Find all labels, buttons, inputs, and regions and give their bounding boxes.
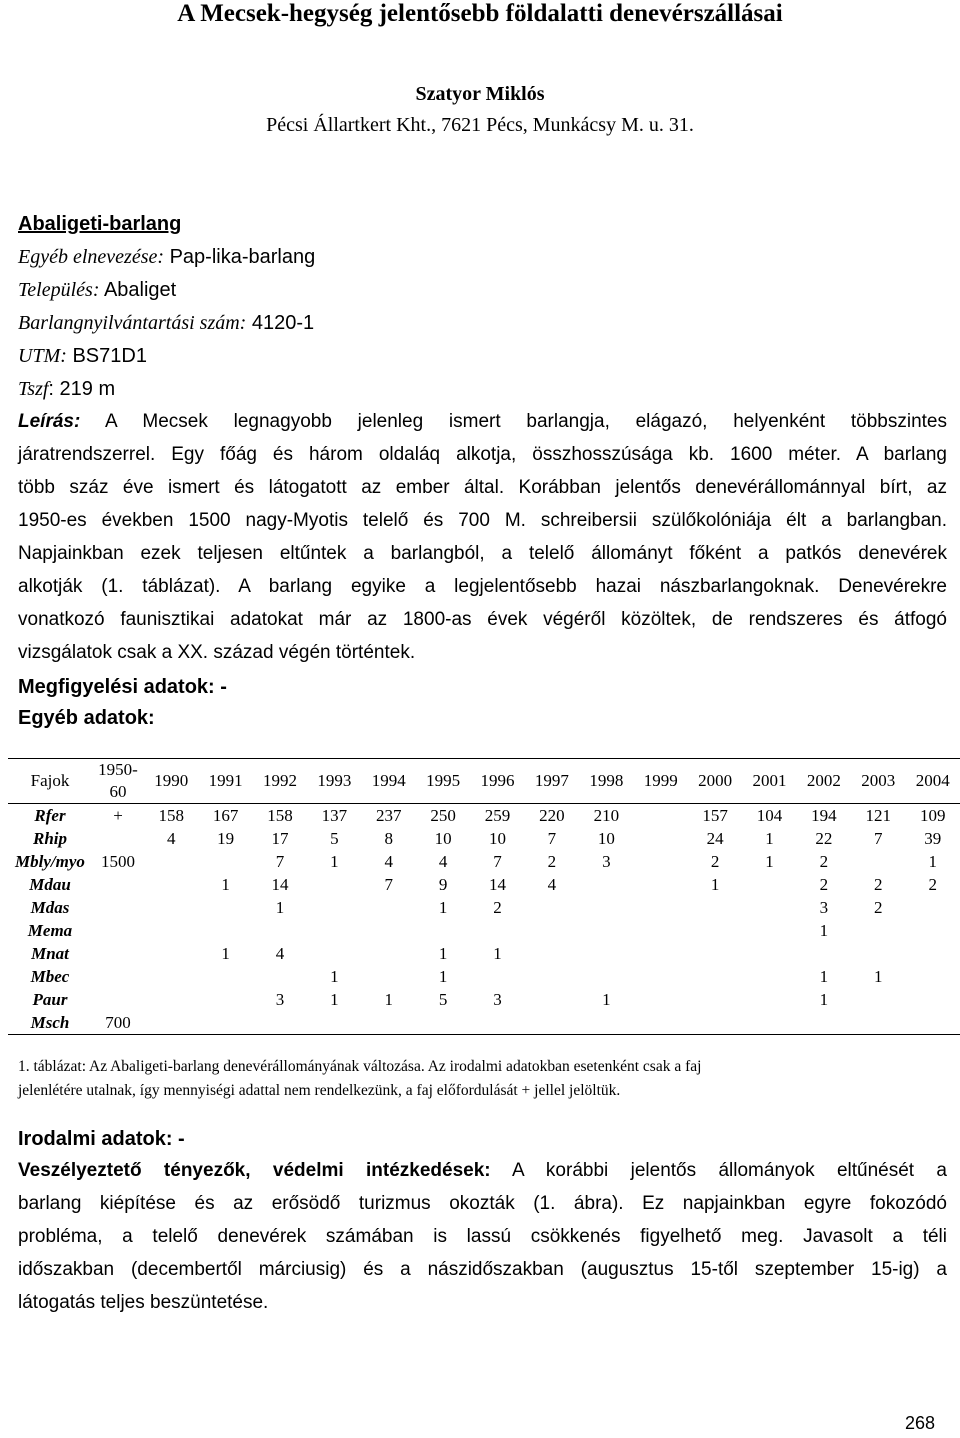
count-cell: 109 [919, 806, 946, 825]
count-cell: 14 [489, 875, 507, 894]
count-cell [362, 896, 416, 919]
year-column-header: 1950- 60 [98, 760, 138, 801]
count-cell [634, 896, 688, 919]
count-cell: 1 [384, 990, 393, 1009]
count-cell [307, 942, 361, 965]
count-cell: 5 [438, 990, 448, 1009]
count-cell: 4 [438, 852, 448, 871]
count-cell [851, 1011, 905, 1035]
count-cell [307, 919, 361, 942]
count-cell: 1 [710, 875, 720, 894]
year-column-header: 1996 [480, 771, 515, 790]
count-cell [905, 988, 960, 1011]
count-cell: 3 [493, 990, 502, 1009]
count-cell: 2 [710, 852, 720, 871]
count-cell: 2 [874, 898, 883, 917]
other-name-value: Pap-lika-barlang [164, 246, 316, 268]
count-cell [144, 988, 198, 1011]
count-cell: 121 [865, 806, 892, 825]
count-cell [688, 1011, 742, 1035]
table-row [8, 988, 960, 1011]
count-cell: 210 [593, 806, 620, 825]
count-cell: 3 [602, 852, 611, 871]
description-line: járatrendszerrel. Egy főág és három oldaláq alkotja, összhosszúsága kb. 1600 méter. A barlang [18, 444, 947, 465]
count-cell: 194 [811, 806, 837, 825]
count-cell: 1 [330, 852, 339, 871]
count-cell: 167 [212, 806, 239, 825]
count-cell [742, 896, 796, 919]
count-cell: 2 [819, 875, 829, 894]
registry-value: 4120-1 [246, 312, 315, 334]
species-cell: Mbly/myo [15, 852, 85, 871]
count-cell: 4 [547, 875, 557, 894]
count-cell [797, 1011, 851, 1035]
count-cell [362, 965, 416, 988]
count-cell [470, 965, 524, 988]
count-cell [851, 942, 905, 965]
count-cell: 1 [221, 875, 230, 894]
count-cell [688, 942, 742, 965]
settlement-label: Település: [18, 279, 100, 301]
count-cell [144, 873, 198, 896]
count-cell: 4 [275, 944, 285, 963]
count-cell: 3 [275, 990, 285, 1009]
count-cell [688, 988, 742, 1011]
description-line: Napjainkban ezek teljesen eltűntek a barlangból, a telelő állományt főként a patkós denevérek [18, 543, 947, 564]
year-column-header: 1991 [208, 771, 243, 790]
count-cell: 7 [384, 875, 393, 894]
table-row [8, 919, 960, 942]
count-cell: 39 [924, 829, 942, 848]
species-cell: Msch [30, 1013, 70, 1032]
species-cell: Mdau [29, 875, 71, 894]
cave-name: Abaligeti-barlang [18, 213, 182, 235]
count-cell [198, 965, 252, 988]
count-cell: 1 [330, 990, 339, 1009]
count-cell [742, 988, 796, 1011]
count-cell [742, 1011, 796, 1035]
page-title: A Mecsek-hegység jelentősebb földalatti denevérszállásai [177, 0, 783, 27]
count-cell: 158 [267, 806, 293, 825]
count-cell [525, 988, 579, 1011]
year-column-header: 1993 [317, 771, 352, 790]
count-cell [92, 942, 144, 965]
count-cell [634, 988, 688, 1011]
count-cell: 3 [819, 898, 829, 917]
count-cell [92, 896, 144, 919]
threats-line: probléma, a telelő denevérek számában is lassú csökkenés figyelhető meg. Javasolt a téli [18, 1226, 947, 1247]
year-column-header: 2003 [861, 771, 896, 790]
author-name: Szatyor Miklós [415, 83, 545, 105]
count-cell [525, 942, 579, 965]
count-cell: 10 [434, 829, 452, 848]
table-row [8, 896, 960, 919]
count-cell: 24 [706, 829, 724, 848]
count-cell: 2 [547, 852, 557, 871]
count-cell: 250 [430, 806, 456, 825]
count-cell [92, 873, 144, 896]
count-cell [416, 1011, 470, 1035]
count-cell: 1 [438, 898, 448, 917]
count-cell [92, 988, 144, 1011]
count-cell: 1 [765, 829, 774, 848]
count-cell [144, 919, 198, 942]
count-cell [253, 1011, 307, 1035]
count-cell [851, 850, 905, 873]
count-cell [851, 919, 905, 942]
count-cell: 7 [493, 852, 502, 871]
count-cell: 1500 [101, 852, 135, 871]
count-cell: 259 [484, 806, 511, 825]
count-cell: 1 [819, 990, 829, 1009]
count-cell [742, 965, 796, 988]
count-cell [579, 942, 633, 965]
count-cell [579, 873, 633, 896]
count-cell [579, 896, 633, 919]
utm-value: BS71D1 [66, 345, 147, 367]
count-cell: 17 [271, 829, 289, 848]
count-cell [362, 942, 416, 965]
count-cell: 1 [819, 967, 829, 986]
count-cell [198, 896, 252, 919]
page-number: 268 [905, 1413, 936, 1433]
tszf-value: : 219 m [48, 378, 116, 400]
count-cell: 1 [874, 967, 883, 986]
count-cell [144, 965, 198, 988]
count-cell [634, 919, 688, 942]
count-cell: 700 [105, 1013, 131, 1032]
count-cell: 1 [819, 921, 829, 940]
count-cell: 4 [384, 852, 393, 871]
utm-label: UTM: [18, 345, 67, 367]
count-cell: 1 [330, 967, 339, 986]
threats-line: látogatás teljes beszüntetése. [18, 1292, 269, 1313]
count-cell: 7 [275, 852, 285, 871]
count-cell [144, 942, 198, 965]
tszf-line [18, 378, 115, 401]
tszf-label: Tszf [18, 378, 49, 400]
count-cell: 237 [376, 806, 402, 825]
table-caption-line: 1. táblázat: Az Abaligeti-barlang denevérállományának változása. Az irodalmi adatokban esetenként csak a faj [18, 1058, 702, 1075]
count-cell: 1 [275, 898, 285, 917]
year-column-header: 2001 [752, 771, 787, 790]
year-column-header: 1990 [154, 771, 189, 790]
year-column-header: 1992 [262, 771, 297, 790]
count-cell [634, 804, 688, 828]
count-cell: 5 [330, 829, 339, 848]
count-cell: 1 [438, 967, 448, 986]
count-cell [851, 988, 905, 1011]
count-cell [579, 1011, 633, 1035]
species-cell: Mnat [31, 944, 69, 963]
count-cell [92, 919, 144, 942]
count-cell [905, 919, 960, 942]
other-data-heading: Egyéb adatok: [18, 707, 155, 729]
count-cell [688, 965, 742, 988]
settlement-line [18, 279, 176, 302]
count-cell [797, 942, 851, 965]
utm-line [18, 345, 147, 368]
table-header-row [8, 759, 960, 804]
count-cell: 1 [765, 852, 774, 871]
count-cell [525, 919, 579, 942]
species-cell: Rfer [34, 806, 66, 825]
count-cell [634, 965, 688, 988]
count-cell [253, 919, 307, 942]
count-cell [688, 896, 742, 919]
count-cell: 2 [819, 852, 829, 871]
literature-heading: Irodalmi adatok: - [18, 1128, 185, 1150]
count-cell: 22 [815, 829, 833, 848]
count-cell: 158 [158, 806, 184, 825]
author-affiliation: Pécsi Állartkert Kht., 7621 Pécs, Munkácsy M. u. 31. [266, 114, 694, 136]
count-cell [634, 850, 688, 873]
count-cell [307, 1011, 361, 1035]
count-cell: 1 [438, 944, 448, 963]
count-cell: 1 [221, 944, 230, 963]
year-column-header: 2002 [806, 771, 841, 790]
count-cell [742, 919, 796, 942]
year-column-header: 1998 [589, 771, 624, 790]
table-body [8, 804, 960, 1035]
table-caption-line: jelenlétére utalnak, így mennyiségi adattal nem rendelkezünk, a faj előfordulását + jellel jelöltük. [18, 1082, 621, 1099]
species-cell: Mema [27, 921, 73, 940]
year-column-header: 1999 [643, 771, 678, 790]
count-cell [307, 896, 361, 919]
table-row [8, 827, 960, 850]
count-cell [362, 1011, 416, 1035]
threats-line: Veszélyeztető tényezők, védelmi intézkedések: A korábbi jelentős állományok eltűnését a [18, 1160, 947, 1181]
species-cell: Rhip [32, 829, 68, 848]
count-cell [688, 919, 742, 942]
count-cell [905, 965, 960, 988]
count-cell: 19 [217, 829, 235, 848]
count-cell [198, 850, 252, 873]
count-cell [905, 942, 960, 965]
bat-population-table [8, 758, 960, 1035]
count-cell: 2 [874, 875, 883, 894]
registry-label: Barlangnyilvántartási szám: [18, 312, 247, 334]
count-cell [525, 896, 579, 919]
count-cell: + [113, 806, 123, 825]
count-cell [634, 827, 688, 850]
count-cell [634, 1011, 688, 1035]
count-cell [525, 965, 579, 988]
count-cell: 9 [438, 875, 448, 894]
table-row [8, 1011, 960, 1035]
count-cell [144, 850, 198, 873]
other-name-label: Egyéb elnevezése: [18, 246, 165, 268]
year-column-header: 2004 [915, 771, 950, 790]
count-cell: 7 [547, 829, 557, 848]
table-row [8, 873, 960, 896]
species-column-header: Fajok [30, 771, 70, 790]
count-cell [416, 919, 470, 942]
count-cell: 7 [874, 829, 883, 848]
description-line: több száz éve ismert és látogatott az ember által. Korábban jelentős denevérállománnyal bírt, az [18, 477, 947, 498]
count-cell [634, 942, 688, 965]
year-column-header: 1994 [371, 771, 406, 790]
count-cell [253, 965, 307, 988]
count-cell [634, 873, 688, 896]
count-cell [905, 1011, 960, 1035]
count-cell: 1 [493, 944, 502, 963]
count-cell [470, 1011, 524, 1035]
count-cell [742, 942, 796, 965]
count-cell [198, 919, 252, 942]
settlement-value: Abaliget [99, 279, 177, 301]
count-cell: 220 [539, 806, 565, 825]
other-name-line [18, 246, 315, 269]
count-cell [362, 919, 416, 942]
count-cell [198, 1011, 252, 1035]
count-cell: 2 [928, 875, 937, 894]
count-cell [307, 873, 361, 896]
count-cell [92, 965, 144, 988]
count-cell [198, 988, 252, 1011]
year-column-header: 1995 [426, 771, 461, 790]
count-cell [470, 919, 524, 942]
count-cell [579, 919, 633, 942]
species-cell: Mbec [30, 967, 70, 986]
count-cell: 14 [271, 875, 289, 894]
registry-line [18, 312, 314, 335]
count-cell [525, 1011, 579, 1035]
threats-label: Veszélyeztető tényezők, védelmi intézkedések: [18, 1160, 491, 1181]
count-cell: 4 [166, 829, 176, 848]
table-row [8, 942, 960, 965]
threats-line: időszakban (decembertől márciusig) és a nászidőszakban (augusztus 15-től szeptember 15-ig) a [18, 1259, 947, 1280]
species-cell: Paur [32, 990, 68, 1009]
description-label: Leírás: [18, 411, 81, 432]
table-row [8, 804, 960, 828]
year-column-header: 1997 [534, 771, 569, 790]
count-cell: 1 [928, 852, 937, 871]
count-cell [144, 896, 198, 919]
count-cell: 1 [602, 990, 611, 1009]
count-cell [579, 965, 633, 988]
count-cell: 137 [321, 806, 348, 825]
description-line: vizsgálatok csak a XX. század végén történtek. [18, 642, 416, 663]
threats-line: barlang kiépítése és az erősödő turizmus okozták (1. ábra). Ez napjainkban egyre fokozódó [18, 1193, 947, 1214]
count-cell: 10 [489, 829, 507, 848]
description-line: vonatkozó faunisztikai adatokat már az 1800-as évek végéről közöltek, de rendszeres és átfogó [18, 609, 947, 630]
count-cell [92, 827, 144, 850]
description-line: alkotják (1. táblázat). A barlang egyike a legjelentősebb hazai nászbarlangoknak. Denevérekre [18, 576, 947, 597]
count-cell: 157 [702, 806, 728, 825]
species-cell: Mdas [30, 898, 70, 917]
description-line: 1950-es években 1500 nagy-Myotis telelő és 700 M. schreibersii szülőkolóniája élt a barlangban. [18, 510, 947, 531]
table-row [8, 850, 960, 873]
count-cell: 104 [756, 806, 783, 825]
table-row [8, 965, 960, 988]
count-cell [905, 896, 960, 919]
observations-heading: Megfigyelési adatok: - [18, 676, 227, 698]
description-line: Leírás: A Mecsek legnagyobb jelenleg ismert barlangja, elágazó, helyenként többszintes [18, 411, 947, 432]
count-cell: 8 [384, 829, 393, 848]
year-column-header: 2000 [698, 771, 733, 790]
count-cell [742, 873, 796, 896]
count-cell: 10 [597, 829, 615, 848]
count-cell [144, 1011, 198, 1035]
count-cell: 2 [493, 898, 502, 917]
